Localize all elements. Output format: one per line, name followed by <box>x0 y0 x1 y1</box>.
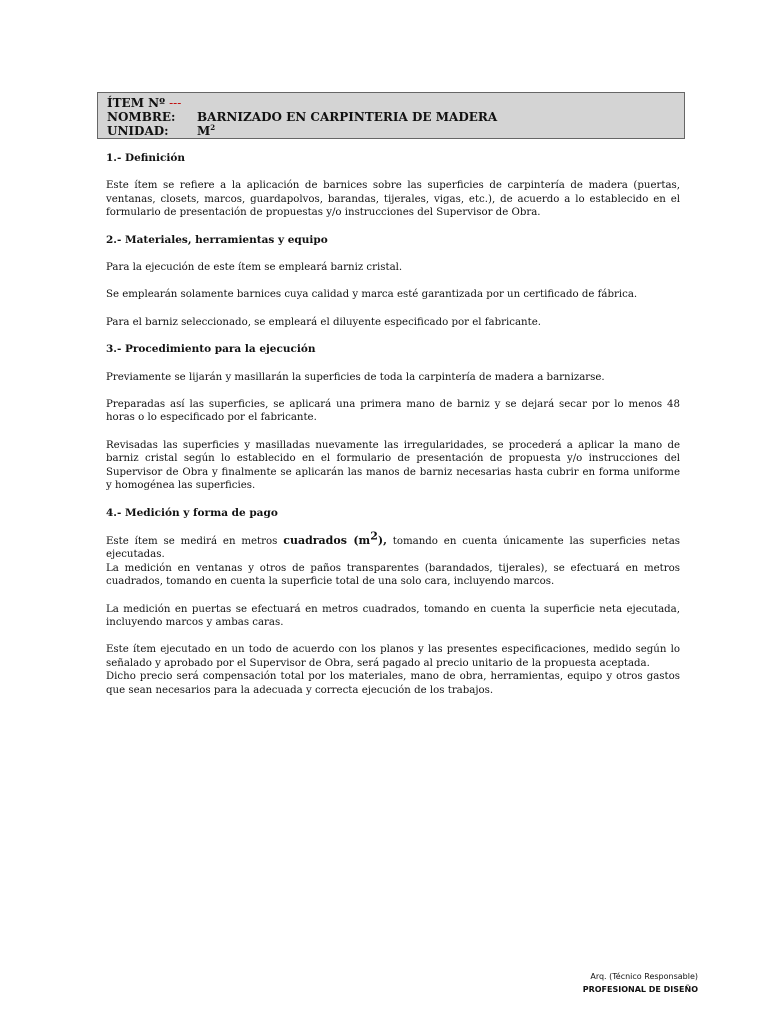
procedure-paragraph-1: Previamente se lijarán y masillarán la superficies de toda la carpintería de madera a barnizarse. <box>106 371 605 383</box>
item-name-label: NOMBRE: <box>107 110 176 124</box>
document-body <box>106 152 680 711</box>
item-number-row <box>107 96 684 110</box>
item-name-value: BARNIZADO EN CARPINTERIA DE MADERA <box>197 110 498 124</box>
signature-line-2: PROFESIONAL DE DISEÑO <box>582 985 698 994</box>
section-measurement-title: 4.- Medición y forma de pago <box>106 506 278 519</box>
item-unit-label: UNIDAD: <box>107 124 169 138</box>
section-definition-text: Este ítem se refiere a la aplicación de barnices sobre las superficies de carpintería de madera (puertas, ventanas, closets, marcos, guardapolvos, barandas, tijerales, vigas, etc.), de acuerdo a lo establecido en el formulario de presentación de propuestas y/o instrucciones del Supervisor de Obra. <box>106 180 680 219</box>
procedure-paragraph-3: Revisadas las superficies y masilladas nuevamente las irregularidades, se procederá a aplicar la mano de barniz cristal según lo establecido en el formulario de presentación de propuesta y/o instrucciones del Supervisor de Obra y finalmente se aplicarán las manos de barniz necesarias hasta cubrir en forma uniforme y homogénea las superficies. <box>106 439 680 492</box>
item-number-value: --- <box>169 96 182 110</box>
payment-paragraph-1: Este ítem ejecutado en un todo de acuerdo con los planos y las presentes especificaciones, medido según lo señalado y aprobado por el Supervisor de Obra, será pagado al precio unitario de la propuesta aceptada. <box>106 644 680 669</box>
item-name-row <box>107 110 684 124</box>
item-number-label: ÍTEM Nº <box>107 96 166 110</box>
materials-paragraph-2: Se emplearán solamente barnices cuya calidad y marca esté garantizada por un certificado de fábrica. <box>106 289 638 301</box>
measurement-paragraph-1: Este ítem se medirá en metros cuadrados $(m^2)$, tomando en cuenta únicamente las superficies netas ejecutadas. <box>106 529 680 561</box>
item-unit-value: $M^2$ <box>197 123 216 138</box>
item-unit-row <box>107 124 684 138</box>
measurement-paragraph-1-line-2: La medición en ventanas y otros de paños transparentes (barandados, tijerales), se efectuará en metros cuadrados, tomando en cuenta la superficie total de una solo cara, incluyendo marcos. <box>106 562 680 588</box>
item-header-box <box>97 92 685 139</box>
materials-paragraph-3: Para el barniz seleccionado, se empleará el diluyente especificado por el fabricante. <box>106 316 541 328</box>
measurement-paragraph-2: La medición en puertas se efectuará en metros cuadrados, tomando en cuenta la superficie neta ejecutada, incluyendo marcos y ambas caras. <box>106 603 680 628</box>
procedure-paragraph-2: Preparadas así las superficies, se aplicará una primera mano de barniz y se dejará secar por lo menos 48 horas o lo especificado por el fabricante. <box>106 399 680 424</box>
signature-line-1: Arq. (Técnico Responsable) <box>590 972 698 981</box>
materials-paragraph-1: Para la ejecución de este ítem se empleará barniz cristal. <box>106 262 403 274</box>
signature-footer <box>583 970 698 996</box>
section-materials-title: 2.- Materiales, herramientas y equipo <box>106 233 328 246</box>
payment-paragraph-2: Dicho precio será compensación total por los materiales, mano de obra, herramientas, equipo y otros gastos que sean necesarios para la adecuada y correcta ejecución de los trabajos. <box>106 671 680 696</box>
section-definition-title: 1.- Definición <box>106 152 186 164</box>
section-procedure-title: 3.- Procedimiento para la ejecución <box>106 343 316 356</box>
